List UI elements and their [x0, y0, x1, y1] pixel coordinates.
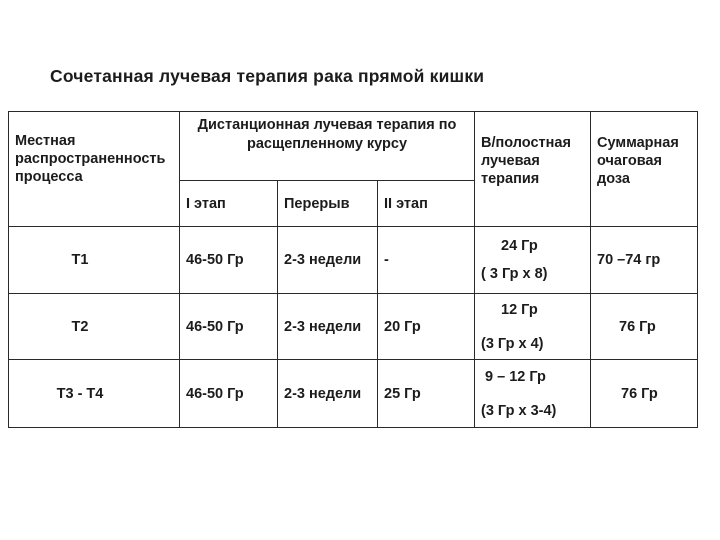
intracavitary-fractions: (3 Гр х 4) — [481, 335, 544, 352]
stage2-dose-cell: - — [378, 227, 475, 294]
table-row — [9, 227, 698, 294]
intracavitary-fractions: (3 Гр х 3-4) — [481, 402, 557, 419]
table-row — [9, 294, 698, 360]
intracavitary-fractions: ( 3 Гр х 8) — [481, 266, 548, 282]
stage1-dose-cell: 46-50 Гр — [180, 227, 278, 294]
total-dose-cell: 76 Гр — [591, 360, 698, 428]
document-title: Сочетанная лучевая терапия рака прямой кишки — [50, 66, 485, 86]
break-cell: 2-3 недели — [278, 294, 378, 360]
stage2-dose-cell: 20 Гр — [378, 294, 475, 360]
intracavitary-dose: 12 Гр — [501, 301, 538, 318]
intracavitary-cell — [475, 294, 591, 360]
table-header-row — [9, 112, 698, 181]
header-stage1: I этап — [180, 181, 278, 227]
stage1-dose-cell: 46-50 Гр — [180, 360, 278, 428]
stage-cell: T3 - T4 — [9, 360, 180, 428]
total-dose-cell: 76 Гр — [591, 294, 698, 360]
therapy-table — [8, 111, 698, 428]
header-intracavitary: В/полостная лучевая терапия — [475, 112, 591, 227]
break-cell: 2-3 недели — [278, 360, 378, 428]
intracavitary-cell — [475, 227, 591, 294]
header-local-spread: Местная распространенность процесса — [9, 112, 180, 227]
header-break: Перерыв — [278, 181, 378, 227]
table-row — [9, 360, 698, 428]
break-cell: 2-3 недели — [278, 227, 378, 294]
intracavitary-dose: 24 Гр — [501, 238, 538, 254]
stage2-dose-cell: 25 Гр — [378, 360, 475, 428]
header-remote-therapy: Дистанционная лучевая терапия по расщепленному курсу — [180, 112, 475, 181]
intracavitary-dose: 9 – 12 Гр — [485, 368, 546, 385]
intracavitary-cell — [475, 360, 591, 428]
total-dose-cell: 70 –74 гр — [591, 227, 698, 294]
stage-cell: T2 — [9, 294, 180, 360]
stage1-dose-cell: 46-50 Гр — [180, 294, 278, 360]
header-stage2: II этап — [378, 181, 475, 227]
header-total-dose: Суммарная очаговая доза — [591, 112, 698, 227]
stage-cell: T1 — [9, 227, 180, 294]
